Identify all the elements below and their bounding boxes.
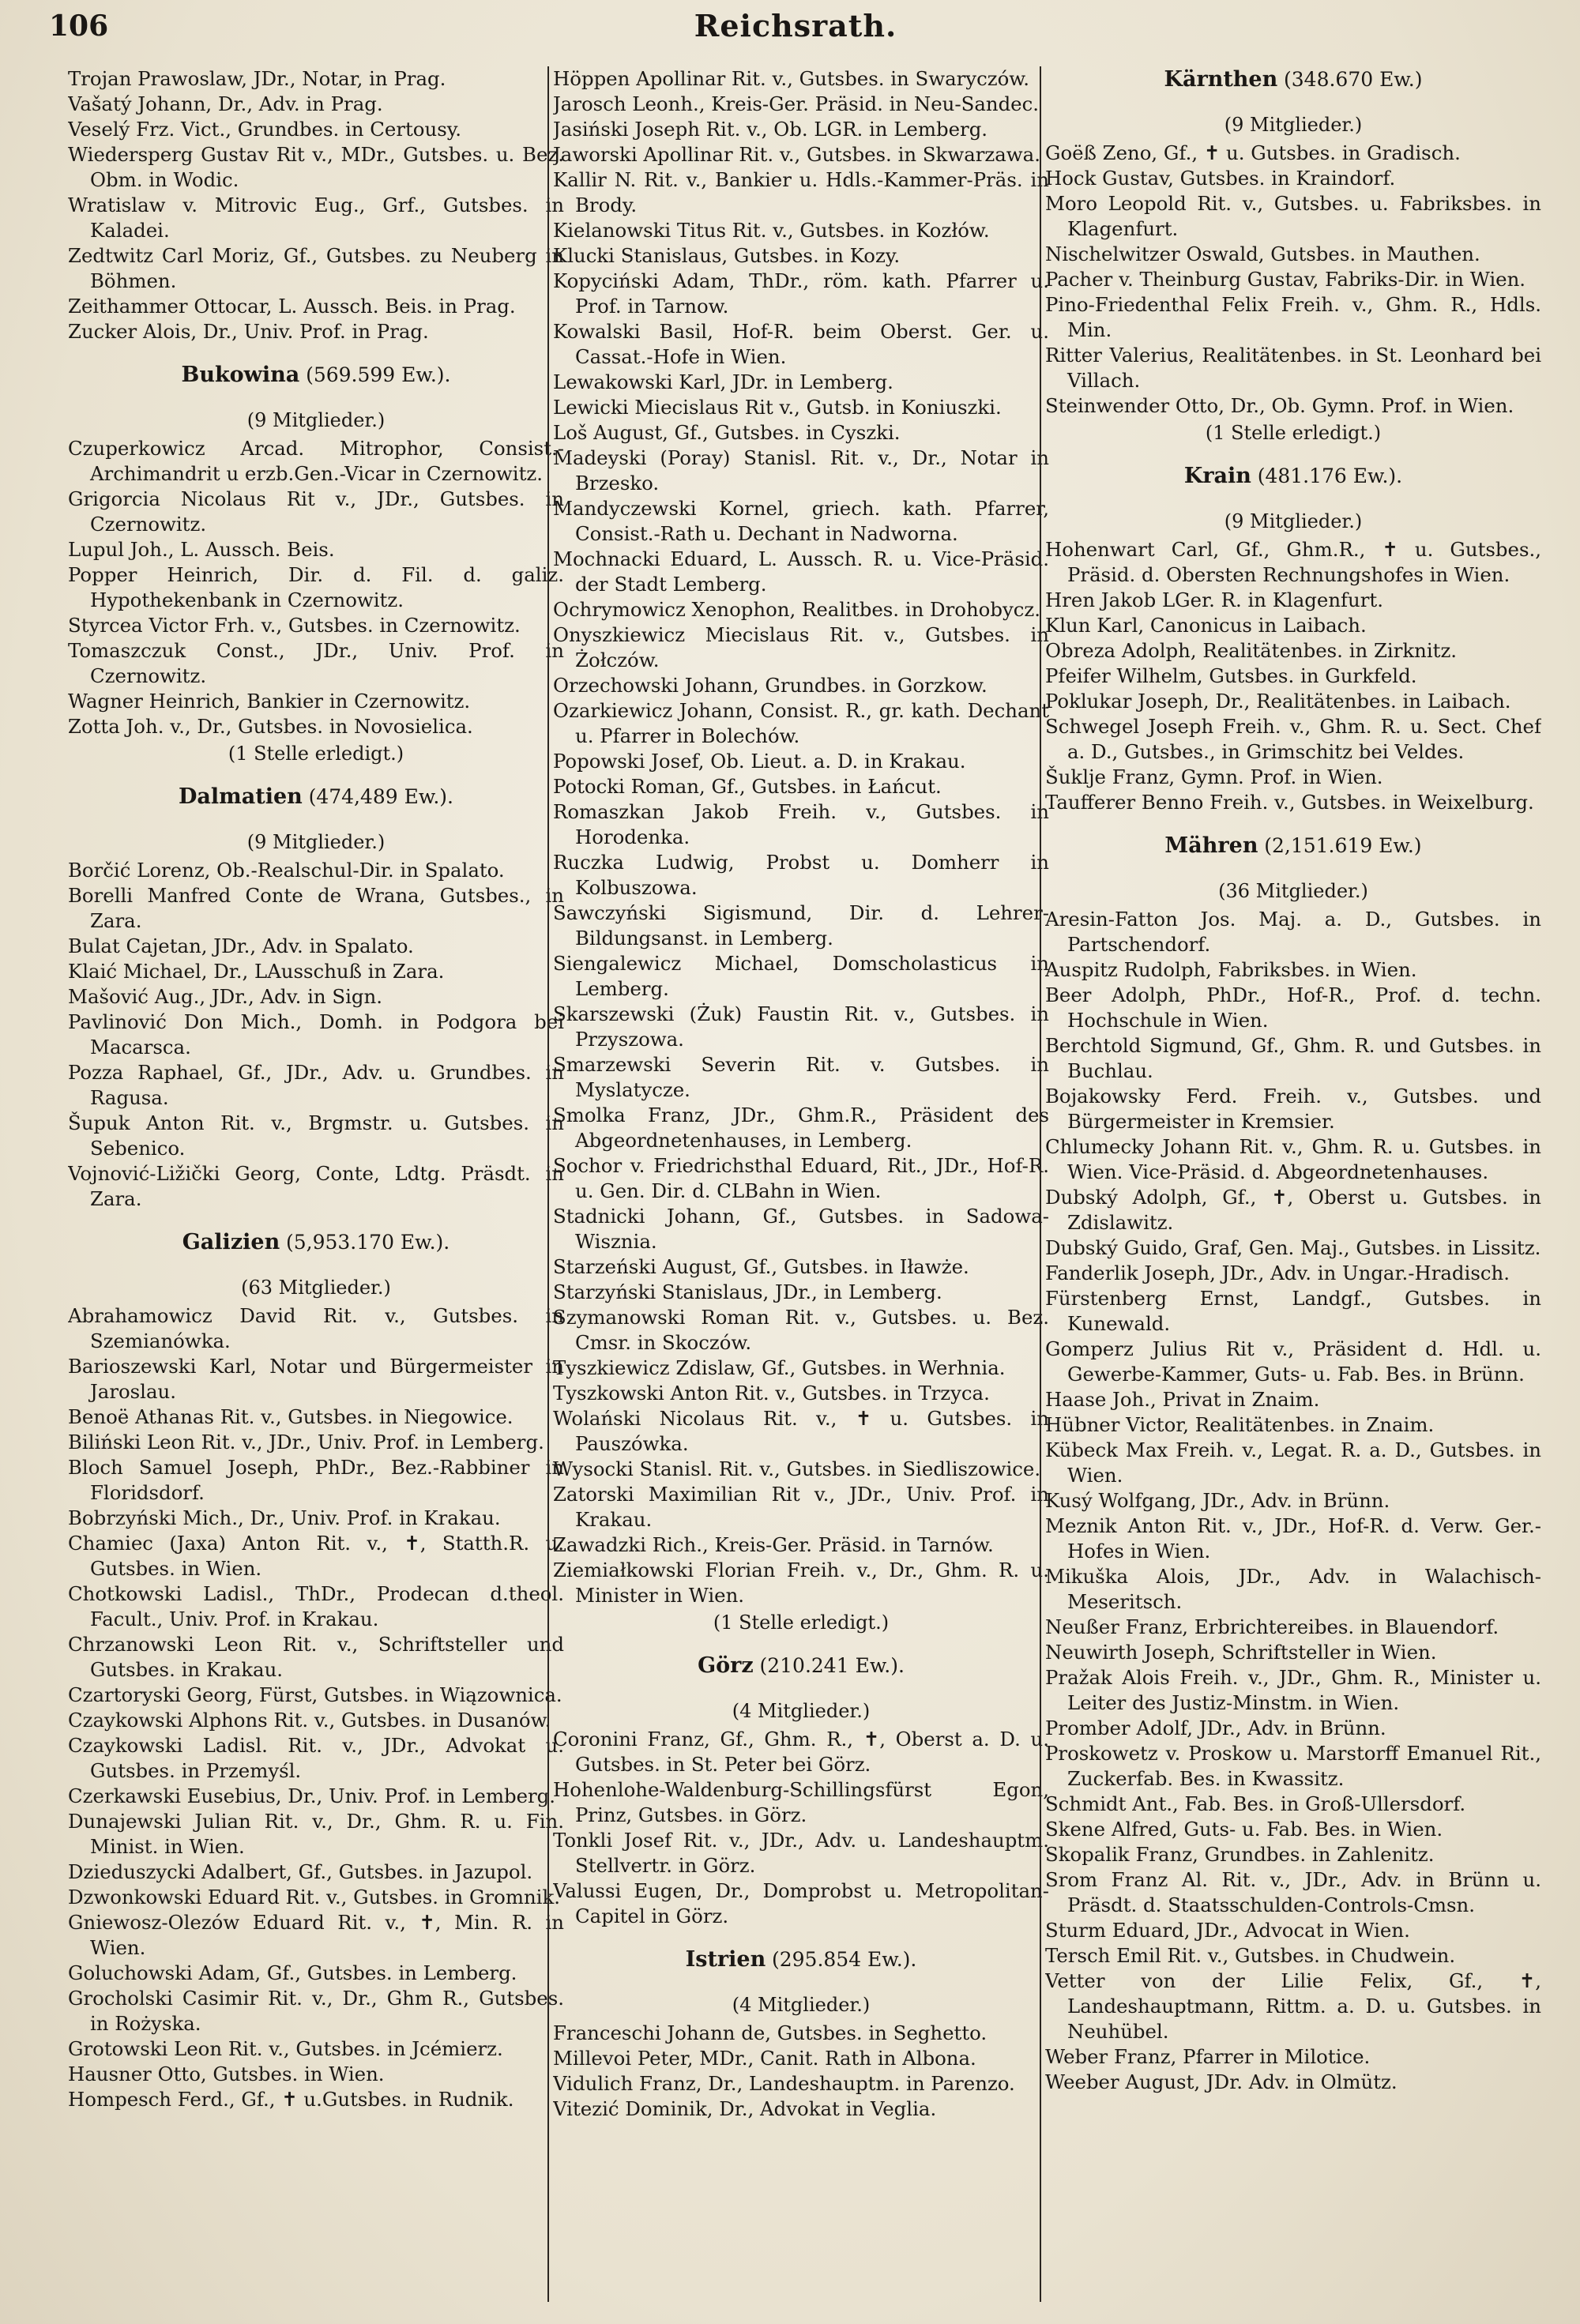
member-entry: Mikuška Alois, JDr., Adv. in Walachisch-Meseritsch.	[1045, 1565, 1541, 1613]
member-entry: Hompesch Ferd., Gf., ✝ u.Gutsbes. in Rudnik.	[68, 2088, 514, 2111]
member-entry: Wiedersperg Gustav Rit v., MDr., Gutsbes. u. Bez. Obm. in Wodic.	[68, 143, 564, 191]
member-entry: Starzeński August, Gf., Gutsbes. in Iławże.	[553, 1255, 969, 1278]
member-entry: Czuperkowicz Arcad. Mitrophor, Consist.-Archimandrit u erzb.Gen.-Vicar in Czernowitz.	[68, 437, 564, 485]
member-entry: Fürstenberg Ernst, Landgf., Gutsbes. in Kunewald.	[1045, 1287, 1541, 1335]
member-entry: Chlumecky Johann Rit. v., Ghm. R. u. Gutsbes. in Wien. Vice-Präsid. d. Abgeordnetenhauses.	[1045, 1135, 1541, 1183]
member-entry: Klun Karl, Canonicus in Laibach.	[1045, 614, 1367, 637]
member-entry: Popper Heinrich, Dir. d. Fil. d. galiz. Hypothekenbank in Czernowitz.	[68, 563, 564, 611]
member-entry: Skopalik Franz, Grundbes. in Zahlenitz.	[1045, 1843, 1435, 1866]
member-entry: Kallir N. Rit. v., Bankier u. Hdls.-Kammer-Präs. in Brody.	[553, 168, 1049, 216]
member-entry: Auspitz Rudolph, Fabriksbes. in Wien.	[1045, 958, 1417, 981]
member-entry: Tonkli Josef Rit. v., JDr., Adv. u. Landeshauptm. Stellvertr. in Görz.	[553, 1829, 1049, 1877]
member-entry: Siengalewicz Michael, Domscholasticus in Lemberg.	[553, 952, 1049, 1000]
member-entry: Czaykowski Alphons Rit. v., Gutsbes. in Dusanów.	[68, 1709, 551, 1732]
member-entry: Vetter von der Lilie Felix, Gf., ✝, Landeshauptmann, Rittm. a. D. u. Gutsbes. in Neuhübel.	[1045, 1969, 1541, 2043]
member-entry: Weber Franz, Pfarrer in Milotice.	[1045, 2045, 1371, 2068]
member-entry: Grigorcia Nicolaus Rit v., JDr., Gutsbes. in Czernowitz.	[68, 487, 564, 536]
member-entry: Trojan Prawoslaw, JDr., Notar, in Prag.	[68, 67, 446, 90]
section-population: (348.670 Ew.)	[1284, 68, 1423, 91]
running-title: Reichsrath.	[694, 8, 897, 43]
member-entry: Taufferer Benno Freih. v., Gutsbes. in Weixelburg.	[1045, 791, 1534, 814]
member-entry: Poklukar Joseph, Dr., Realitätenbes. in Laibach.	[1045, 690, 1511, 713]
member-entry: Pfeifer Wilhelm, Gutsbes. in Gurkfeld.	[1045, 664, 1417, 687]
member-entry: Zedtwitz Carl Moriz, Gf., Gutsbes. zu Neuberg in Böhmen.	[68, 244, 564, 292]
member-entry: Gniewosz-Olezów Eduard Rit. v., ✝, Min. R. in Wien.	[68, 1911, 564, 1959]
section-member-count: (36 Mitglieder.)	[1218, 880, 1368, 902]
member-entry: Abrahamowicz David Rit. v., Gutsbes. in Szemianówka.	[68, 1304, 564, 1352]
member-entry: Dzwonkowski Eduard Rit. v., Gutsbes. in Gromnik.	[68, 1886, 561, 1908]
member-entry: Klaić Michael, Dr., LAusschuß in Zara.	[68, 960, 445, 983]
member-entry: Tyszkowski Anton Rit. v., Gutsbes. in Trzyca.	[553, 1382, 990, 1405]
member-entry: Mašović Aug., JDr., Adv. in Sign.	[68, 985, 382, 1008]
member-entry: Onyszkiewicz Miecislaus Rit. v., Gutsbes. in Żołczów.	[553, 623, 1049, 671]
member-entry: Gomperz Julius Rit v., Präsident d. Hdl. u. Gewerbe-Kammer, Guts- u. Fab. Bes. in Brünn.	[1045, 1337, 1541, 1386]
member-entry: Lewicki Miecislaus Rit v., Gutsb. in Koniuszki.	[553, 396, 1002, 419]
member-entry: Nischelwitzer Oswald, Gutsbes. in Mauthen.	[1045, 243, 1480, 265]
member-entry: Vidulich Franz, Dr., Landeshauptm. in Parenzo.	[553, 2072, 1015, 2095]
section-population: (2,151.619 Ew.)	[1264, 834, 1422, 857]
member-entry: Pozza Raphael, Gf., JDr., Adv. u. Grundbes. in Ragusa.	[68, 1061, 564, 1109]
section-name: Krain	[1183, 464, 1251, 488]
member-entry: Tersch Emil Rit. v., Gutsbes. in Chudwein.	[1045, 1944, 1456, 1967]
member-entry: Vašatý Johann, Dr., Adv. in Prag.	[68, 92, 383, 115]
member-entry: Stadnicki Johann, Gf., Gutsbes. in Sadowa-Wisznia.	[553, 1205, 1049, 1253]
member-entry: Goluchowski Adam, Gf., Gutsbes. in Lemberg.	[68, 1961, 517, 1984]
member-entry: Fanderlik Joseph, JDr., Adv. in Ungar.-Hradisch.	[1045, 1262, 1510, 1284]
member-entry: Millevoi Peter, MDr., Canit. Rath in Albona.	[553, 2047, 976, 2070]
member-entry: Pavlinović Don Mich., Domh. in Podgora bei Macarsca.	[68, 1010, 564, 1059]
member-entry: Zucker Alois, Dr., Univ. Prof. in Prag.	[68, 320, 429, 343]
section-name: Dalmatien	[179, 784, 303, 809]
member-entry: Skene Alfred, Guts- u. Fab. Bes. in Wien.	[1045, 1818, 1443, 1841]
member-entry: Bojakowsky Ferd. Freih. v., Gutsbes. und Bürgermeister in Kremsier.	[1045, 1085, 1541, 1133]
member-entry: Lewakowski Karl, JDr. in Lemberg.	[553, 370, 893, 393]
member-entry: Madeyski (Poray) Stanisl. Rit. v., Dr., Notar in Brzesko.	[553, 446, 1049, 495]
member-entry: Tyszkiewicz Zdislaw, Gf., Gutsbes. in Werhnia.	[553, 1356, 1006, 1379]
member-entry: Veselý Frz. Vict., Grundbes. in Certousy.	[68, 118, 462, 141]
member-entry: Bloch Samuel Joseph, PhDr., Bez.-Rabbiner in Floridsdorf.	[68, 1456, 564, 1504]
section-member-count: (4 Mitglieder.)	[732, 1700, 871, 1722]
section-heading	[68, 362, 564, 389]
member-entry: Ziemiałkowski Florian Freih. v., Dr., Ghm. R. u. Minister in Wien.	[553, 1559, 1049, 1607]
section-member-count: (63 Mitglieder.)	[241, 1277, 391, 1299]
member-entry: Lupul Joh., L. Aussch. Beis.	[68, 538, 335, 561]
member-entry: Hock Gustav, Gutsbes. in Kraindorf.	[1045, 167, 1396, 190]
member-entry: Vojnović-Ližički Georg, Conte, Ldtg. Präsdt. in Zara.	[68, 1162, 564, 1210]
member-entry: Chrzanowski Leon Rit. v., Schriftsteller und Gutsbes. in Krakau.	[68, 1633, 564, 1681]
section-name: Galizien	[182, 1230, 280, 1254]
member-entry: Pino-Friedenthal Felix Freih. v., Ghm. R., Hdls. Min.	[1045, 293, 1541, 341]
member-entry: Borelli Manfred Conte de Wrana, Gutsbes., in Zara.	[68, 884, 564, 932]
member-entry: Mochnacki Eduard, L. Aussch. R. u. Vice-Präsid. der Stadt Lemberg.	[553, 547, 1049, 596]
section-member-count: (9 Mitglieder.)	[1224, 510, 1363, 532]
section-population: (5,953.170 Ew.).	[285, 1231, 450, 1254]
vacancy-note: (1 Stelle erledigt.)	[1205, 422, 1382, 444]
member-entry: Kowalski Basil, Hof-R. beim Oberst. Ger. u. Cassat.-Hofe in Wien.	[553, 320, 1049, 368]
member-entry: Zeithammer Ottocar, L. Aussch. Beis. in Prag.	[68, 295, 516, 318]
member-entry: Šuklje Franz, Gymn. Prof. in Wien.	[1045, 765, 1383, 788]
member-entry: Pražak Alois Freih. v., JDr., Ghm. R., Minister u. Leiter des Justiz-Minstm. in Wien.	[1045, 1666, 1541, 1714]
member-entry: Popowski Josef, Ob. Lieut. a. D. in Krakau.	[553, 750, 966, 773]
member-entry: Styrcea Victor Frh. v., Gutsbes. in Czernowitz.	[68, 614, 521, 637]
member-entry: Berchtold Sigmund, Gf., Ghm. R. und Gutsbes. in Buchlau.	[1045, 1034, 1541, 1082]
section-name: Istrien	[685, 1947, 766, 1972]
member-entry: Franceschi Johann de, Gutsbes. in Seghetto.	[553, 2021, 988, 2044]
member-entry: Borčić Lorenz, Ob.-Realschul-Dir. in Spalato.	[68, 859, 505, 882]
section-member-count: (4 Mitglieder.)	[732, 1994, 871, 2016]
member-entry: Biliński Leon Rit. v., JDr., Univ. Prof. in Lemberg.	[68, 1431, 544, 1453]
member-entry: Kielanowski Titus Rit. v., Gutsbes. in Kozłów.	[553, 219, 990, 242]
section-name: Kärnthen	[1164, 67, 1278, 92]
vacancy-note: (1 Stelle erledigt.)	[228, 743, 404, 765]
member-entry: Zatorski Maximilian Rit v., JDr., Univ. Prof. in Krakau.	[553, 1483, 1049, 1531]
column-rule-right	[1040, 66, 1041, 2302]
member-entry: Schwegel Joseph Freih. v., Ghm. R. u. Sect. Chef a. D., Gutsbes., in Grimschitz bei Veldes.	[1045, 715, 1541, 763]
member-entry: Obreza Adolph, Realitätenbes. in Zirknitz.	[1045, 639, 1458, 662]
member-entry: Kusý Wolfgang, JDr., Adv. in Brünn.	[1045, 1489, 1390, 1512]
column-right	[1045, 66, 1541, 2310]
member-entry: Czerkawski Eusebius, Dr., Univ. Prof. in Lemberg.	[68, 1784, 556, 1807]
section-name: Görz	[698, 1653, 754, 1678]
member-entry: Bulat Cajetan, JDr., Adv. in Spalato.	[68, 934, 414, 957]
section-population: (210.241 Ew.).	[759, 1654, 905, 1677]
member-entry: Wolański Nicolaus Rit. v., ✝ u. Gutsbes. in Pauszówka.	[553, 1407, 1049, 1455]
section-heading	[1045, 833, 1541, 859]
member-entry: Wratislaw v. Mitrovic Eug., Grf., Gutsbes. in Kaladei.	[68, 194, 564, 242]
section-name: Mähren	[1164, 833, 1258, 858]
member-entry: Starzyński Stanislaus, JDr., in Lemberg.	[553, 1280, 942, 1303]
section-heading	[68, 1229, 564, 1256]
member-entry: Aresin-Fatton Jos. Maj. a. D., Gutsbes. in Partschendorf.	[1045, 908, 1541, 956]
member-entry: Hren Jakob LGer. R. in Klagenfurt.	[1045, 589, 1383, 611]
member-entry: Hausner Otto, Gutsbes. in Wien.	[68, 2063, 385, 2085]
member-entry: Dubský Guido, Graf, Gen. Maj., Gutsbes. in Lissitz.	[1045, 1236, 1541, 1259]
member-entry: Czaykowski Ladisl. Rit. v., JDr., Advokat u. Gutsbes. in Przemyśl.	[68, 1734, 564, 1782]
member-entry: Zawadzki Rich., Kreis-Ger. Präsid. in Tarnów.	[553, 1533, 994, 1556]
member-entry: Haase Joh., Privat in Znaim.	[1045, 1388, 1320, 1411]
member-entry: Grotowski Leon Rit. v., Gutsbes. in Jcémierz.	[68, 2037, 503, 2060]
member-entry: Ochrymowicz Xenophon, Realitbes. in Drohobycz.	[553, 598, 1040, 621]
member-entry: Promber Adolf, JDr., Adv. in Brünn.	[1045, 1717, 1386, 1739]
member-entry: Schmidt Ant., Fab. Bes. in Groß-Ullersdorf.	[1045, 1792, 1466, 1815]
page-number: 106	[49, 9, 109, 43]
section-heading	[553, 1946, 1049, 1973]
section-name: Bukowina	[181, 363, 300, 387]
member-entry: Smolka Franz, JDr., Ghm.R., Präsident des Abgeordnetenhauses, in Lemberg.	[553, 1104, 1049, 1152]
member-entry: Hohenlohe-Waldenburg-Schillingsfürst Egon, Prinz, Gutsbes. in Görz.	[553, 1778, 1049, 1826]
section-member-count: (9 Mitglieder.)	[246, 831, 386, 853]
member-entry: Wysocki Stanisl. Rit. v., Gutsbes. in Siedliszowice.	[553, 1457, 1041, 1480]
member-entry: Grocholski Casimir Rit. v., Dr., Ghm R., Gutsbes. in Rożyska.	[68, 1987, 564, 2035]
member-entry: Jaworski Apollinar Rit. v., Gutsbes. in Skwarzawa.	[553, 143, 1040, 166]
member-entry: Potocki Roman, Gf., Gutsbes. in Łańcut.	[553, 775, 942, 798]
member-entry: Coronini Franz, Gf., Ghm. R., ✝, Oberst a. D. u. Gutsbes. in St. Peter bei Görz.	[553, 1728, 1049, 1776]
member-entry: Orzechowski Johann, Grundbes. in Gorzkow.	[553, 674, 988, 697]
member-entry: Ruczka Ludwig, Probst u. Domherr in Kolbuszowa.	[553, 851, 1049, 899]
member-entry: Kopyciński Adam, ThDr., röm. kath. Pfarrer u. Prof. in Tarnow.	[553, 269, 1049, 318]
member-entry: Loš August, Gf., Gutsbes. in Cyszki.	[553, 421, 901, 444]
member-entry: Šupuk Anton Rit. v., Brgmstr. u. Gutsbes. in Sebenico.	[68, 1111, 564, 1160]
member-entry: Sturm Eduard, JDr., Advocat in Wien.	[1045, 1919, 1410, 1942]
member-entry: Sochor v. Friedrichsthal Eduard, Rit., JDr., Hof-R. u. Gen. Dir. d. CLBahn in Wien.	[553, 1154, 1049, 1202]
member-entry: Moro Leopold Rit. v., Gutsbes. u. Fabriksbes. in Klagenfurt.	[1045, 192, 1541, 240]
member-entry: Dubský Adolph, Gf., ✝, Oberst u. Gutsbes. in Zdislawitz.	[1045, 1186, 1541, 1234]
member-entry: Szymanowski Roman Rit. v., Gutsbes. u. Bez. Cmsr. in Skoczów.	[553, 1306, 1049, 1354]
section-heading	[68, 784, 564, 810]
member-entry: Vitezić Dominik, Dr., Advokat in Veglia.	[553, 2097, 937, 2120]
member-entry: Neußer Franz, Erbrichtereibes. in Blauendorf.	[1045, 1615, 1499, 1638]
member-entry: Sawczyński Sigismund, Dir. d. Lehrer-Bildungsanst. in Lemberg.	[553, 901, 1049, 950]
member-entry: Dunajewski Julian Rit. v., Dr., Ghm. R. u. Fin. Minist. in Wien.	[68, 1810, 564, 1858]
member-entry: Mandyczewski Kornel, griech. kath. Pfarrer, Consist.-Rath u. Dechant in Nadworna.	[553, 497, 1049, 545]
member-entry: Zotta Joh. v., Dr., Gutsbes. in Novosielica.	[68, 715, 473, 738]
page-header	[49, 3, 1542, 51]
member-entry: Romaszkan Jakob Freih. v., Gutsbes. in Horodenka.	[553, 800, 1049, 848]
member-entry: Czartoryski Georg, Fürst, Gutsbes. in Wiązownica.	[68, 1683, 562, 1706]
member-entry: Neuwirth Joseph, Schriftsteller in Wien.	[1045, 1641, 1437, 1664]
section-heading	[1045, 66, 1541, 93]
member-entry: Chamiec (Jaxa) Anton Rit. v., ✝, Statth.R. u. Gutsbes. in Wien.	[68, 1532, 564, 1580]
member-entry: Jasiński Joseph Rit. v., Ob. LGR. in Lemberg.	[553, 118, 988, 141]
member-entry: Benoë Athanas Rit. v., Gutsbes. in Niegowice.	[68, 1405, 514, 1428]
member-entry: Srom Franz Al. Rit. v., JDr., Adv. in Brünn u. Präsdt. d. Staatsschulden-Controls-Cmsn.	[1045, 1868, 1541, 1916]
member-entry: Barioszewski Karl, Notar und Bürgermeister in Jaroslau.	[68, 1355, 564, 1403]
member-entry: Kübeck Max Freih. v., Legat. R. a. D., Gutsbes. in Wien.	[1045, 1438, 1541, 1487]
column-left	[68, 66, 564, 2310]
member-entry: Ritter Valerius, Realitätenbes. in St. Leonhard bei Villach.	[1045, 344, 1541, 392]
member-entry: Klucki Stanislaus, Gutsbes. in Kozy.	[553, 244, 901, 267]
column-rule-left	[547, 66, 549, 2302]
member-entry: Beer Adolph, PhDr., Hof-R., Prof. d. techn. Hochschule in Wien.	[1045, 983, 1541, 1032]
member-entry: Bobrzyński Mich., Dr., Univ. Prof. in Krakau.	[68, 1506, 501, 1529]
vacancy-note: (1 Stelle erledigt.)	[713, 1611, 890, 1634]
member-entry: Chotkowski Ladisl., ThDr., Prodecan d.theol. Facult., Univ. Prof. in Krakau.	[68, 1582, 564, 1630]
section-member-count: (9 Mitglieder.)	[1224, 114, 1363, 136]
member-entry: Hübner Victor, Realitätenbes. in Znaim.	[1045, 1413, 1435, 1436]
member-entry: Wagner Heinrich, Bankier in Czernowitz.	[68, 690, 471, 713]
section-member-count: (9 Mitglieder.)	[246, 409, 386, 431]
member-entry: Hohenwart Carl, Gf., Ghm.R., ✝ u. Gutsbes., Präsid. d. Obersten Rechnungshofes in Wien.	[1045, 538, 1541, 586]
member-entry: Tomaszczuk Const., JDr., Univ. Prof. in Czernowitz.	[68, 639, 564, 687]
member-entry: Höppen Apollinar Rit. v., Gutsbes. in Swaryczów.	[553, 67, 1030, 90]
member-entry: Smarzewski Severin Rit. v. Gutsbes. in Myslatycze.	[553, 1053, 1049, 1101]
section-heading	[1045, 463, 1541, 490]
section-population: (295.854 Ew.).	[771, 1948, 917, 1971]
section-heading	[553, 1653, 1049, 1679]
column-middle	[553, 66, 1049, 2310]
member-entry: Pacher v. Theinburg Gustav, Fabriks-Dir. in Wien.	[1045, 268, 1526, 291]
member-entry: Weeber August, JDr. Adv. in Olmütz.	[1045, 2070, 1398, 2093]
section-population: (481.176 Ew.).	[1257, 464, 1403, 487]
section-population: (474,489 Ew.).	[308, 785, 453, 808]
member-entry: Proskowetz v. Proskow u. Marstorff Emanuel Rit., Zuckerfab. Bes. in Kwassitz.	[1045, 1742, 1541, 1790]
member-entry: Steinwender Otto, Dr., Ob. Gymn. Prof. in Wien.	[1045, 394, 1514, 417]
member-entry: Jarosch Leonh., Kreis-Ger. Präsid. in Neu-Sandec.	[553, 92, 1040, 115]
member-entry: Goëß Zeno, Gf., ✝ u. Gutsbes. in Gradisch.	[1045, 141, 1461, 164]
member-entry: Dzieduszycki Adalbert, Gf., Gutsbes. in Jazupol.	[68, 1860, 533, 1883]
member-entry: Ozarkiewicz Johann, Consist. R., gr. kath. Dechant u. Pfarrer in Bolechów.	[553, 699, 1049, 747]
section-population: (569.599 Ew.).	[306, 363, 451, 386]
member-entry: Valussi Eugen, Dr., Domprobst u. Metropolitan-Capitel in Görz.	[553, 1879, 1049, 1927]
member-entry: Meznik Anton Rit. v., JDr., Hof-R. d. Verw. Ger.-Hofes in Wien.	[1045, 1514, 1541, 1562]
member-entry: Skarszewski (Żuk) Faustin Rit. v., Gutsbes. in Przyszowa.	[553, 1002, 1049, 1051]
